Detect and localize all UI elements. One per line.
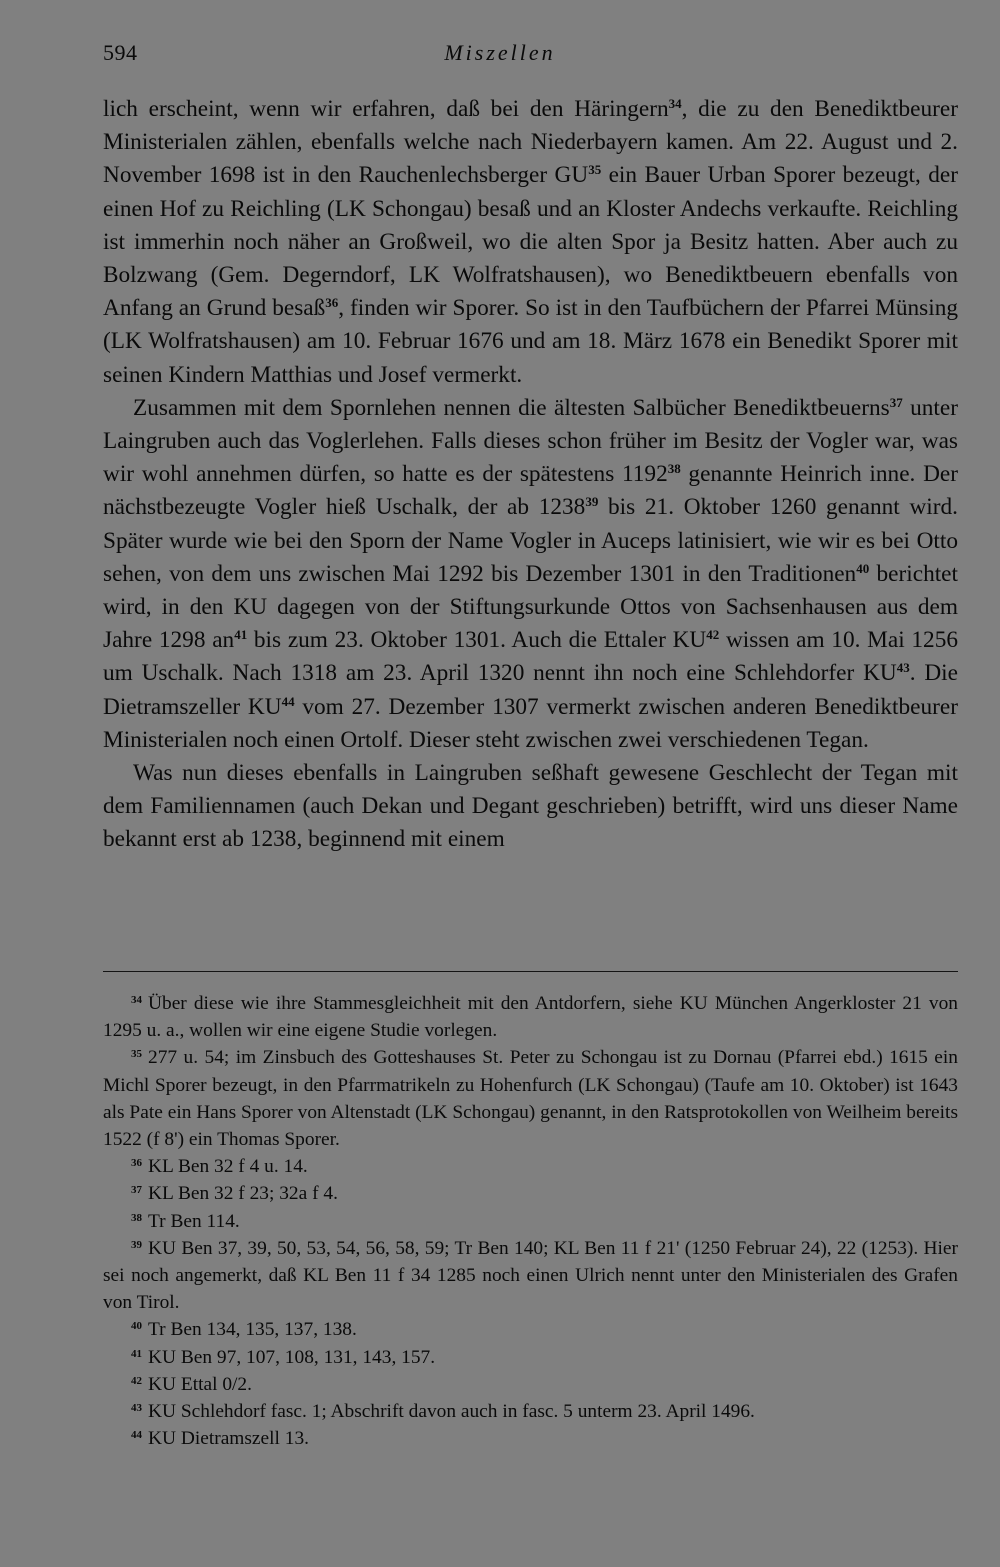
body-text [103,93,958,857]
footnote [103,1371,958,1398]
body-paragraph [103,392,958,757]
footnote-divider [103,971,958,972]
footnote-number: 44 [131,1429,142,1442]
page-number: 594 [103,40,138,65]
footnote-number: 41 [131,1347,142,1360]
footnote [103,990,958,1044]
footnote-reference: 35 [588,162,602,178]
footnote-reference: 44 [281,693,295,709]
text-run: wissen am 10. Mai 1256 um Uschalk. Nach 1318 am 23. April 1320 nennt ihn noch eine Schlehdorfer KU [103,627,958,687]
footnote [103,1344,958,1371]
footnote-number: 36 [131,1157,142,1170]
text-run: berichtet wird, in den KU dagegen von der Stiftungsurkunde Ottos von Sachsenhausen aus dem Jahre 1298 an [103,560,958,654]
text-run: , die zu den Benediktbeurer Ministerialen zählen, ebenfalls welche nach Niederbayern kamen. Am 22. August und 2. November 1698 ist in den Rauchenlechsberger GU [103,96,958,189]
footnote [103,1425,958,1452]
text-run: bis zum 23. Oktober 1301. Auch die Ettaler KU [247,627,707,654]
footnotes [103,990,958,1452]
footnote-number: 40 [131,1320,142,1333]
text-run: . Die Dietramszeller KU [103,660,958,720]
footnote-text: Tr Ben 114. [148,1210,240,1232]
footnote-number: 38 [131,1211,142,1224]
footnote-text: 277 u. 54; im Zinsbuch des Gotteshauses St. Peter zu Schongau ist zu Dornau (Pfarrei ebd.) 1615 ein Michl Sporer bezeugt, in den Pfarrmatrikeln zu Hohenfurch (LK Schongau) (Taufe am 10. Oktober) ist 1643 als Pate ein Hans Sporer von Altenstadt (LK Schongau) genannt, in den Ratsprotokollen von Weilheim bereits 1522 (f 8') ein Thomas Sporer. [103,1047,958,1151]
footnote-text: KU Dietramszell 13. [148,1428,310,1450]
footnote-reference: 40 [856,560,870,576]
footnote [103,1398,958,1425]
text-run: , finden wir Sporer. So ist in den Taufbüchern der Pfarrei Münsing (LK Wolfratshausen) am 10. Februar 1676 und am 18. März 1678 ein Benedikt Sporer mit seinen Kindern Matthias und Josef vermerkt. [103,295,958,388]
text-run: lich erscheint, wenn wir erfahren, daß bei den Häringern [103,96,669,122]
text-run: unter Laingruben auch das Voglerlehen. Falls dieses schon früher im Besitz der Vogler war, was wir wohl annehmen dürfen, so hatte es der spätestens 1192 [103,394,958,488]
footnote [103,1316,958,1343]
footnote-reference: 42 [706,627,720,643]
footnote-reference: 43 [896,660,910,676]
text-run: Was nun dieses ebenfalls in Laingruben seßhaft gewesene Geschlecht der Tegan mit dem Familiennamen (auch Dekan und Degant geschrieben) betrifft, wird uns dieser Name bekannt erst ab 1238, beginnend mit einem [103,760,958,853]
footnote-text: Tr Ben 134, 135, 137, 138. [148,1319,357,1341]
text-run: genannte Heinrich inne. Der nächstbezeugte Vogler hieß Uschalk, der ab 1238 [103,461,958,521]
footnote-reference: 41 [234,627,248,643]
footnote-number: 42 [131,1374,142,1387]
running-title: Miszellen [444,40,556,65]
text-run: ein Bauer Urban Sporer bezeugt, der einen Hof zu Reichling (LK Schongau) besaß und an Kloster Andechs verkaufte. Reichling ist immerhin noch näher an Großweil, wo die alten Spor ja Besitz hatten. Aber auch zu Bolzwang (Gem. Degerndorf, LK Wolfratshausen), wo Benediktbeuern ebenfalls von Anfang an Grund besaß [103,162,959,322]
footnote-text: KU Ben 97, 107, 108, 131, 143, 157. [148,1346,436,1368]
footnote-number: 35 [131,1048,142,1061]
footnote [103,1153,958,1180]
footnote-number: 34 [131,994,142,1006]
text-run: Zusammen mit dem Spornlehen nennen die ältesten Salbücher Benediktbeuerns [133,394,890,421]
footnote-text: KU Ben 37, 39, 50, 53, 54, 56, 58, 59; Tr Ben 140; KL Ben 11 f 21' (1250 Februar 24), 22 (1253). Hier sei noch angemerkt, daß KL Ben 11 f 34 1285 noch einen Ulrich nennt unter den Ministerialen des Grafen von Tirol. [103,1237,958,1314]
footnote [103,1180,958,1207]
body-paragraph [103,757,958,857]
text-run: vom 27. Dezember 1307 vermerkt zwischen anderen Benediktbeurer Ministerialen noch einen Ortolf. Dieser steht zwischen zwei verschiedenen Tegan. [103,693,958,753]
footnote-text: KU Schlehdorf fasc. 1; Abschrift davon auch in fasc. 5 unterm 23. April 1496. [148,1401,755,1423]
footnote-reference: 37 [889,394,903,410]
text-run: bis 21. Oktober 1260 genannt wird. Später wurde wie bei den Sporn der Name Vogler in Auceps latinisiert, wie wir es bei Otto sehen, von dem uns zwischen Mai 1292 bis Dezember 1301 in den Traditionen [103,494,958,587]
footnote-number: 39 [131,1238,142,1251]
footnote-reference: 38 [667,461,681,477]
footnote [103,1235,958,1317]
footnote-text: KL Ben 32 f 4 u. 14. [148,1156,308,1178]
footnote [103,1208,958,1235]
footnote-text: Über diese wie ihre Stammesgleichheit mit den Antdorfern, siehe KU München Angerkloster 21 von 1295 u. a., wollen wir eine eigene Studie vorlegen. [103,993,958,1042]
footnote-reference: 36 [325,295,339,311]
body-paragraph [103,93,958,392]
footnote-text: KU Ettal 0/2. [148,1373,252,1395]
footnote-reference: 39 [585,494,599,510]
footnote-reference: 34 [668,96,682,111]
footnote-text: KL Ben 32 f 23; 32a f 4. [148,1183,338,1205]
footnote-number: 43 [131,1402,142,1415]
footnote-number: 37 [131,1184,142,1197]
footnote [103,1044,958,1153]
